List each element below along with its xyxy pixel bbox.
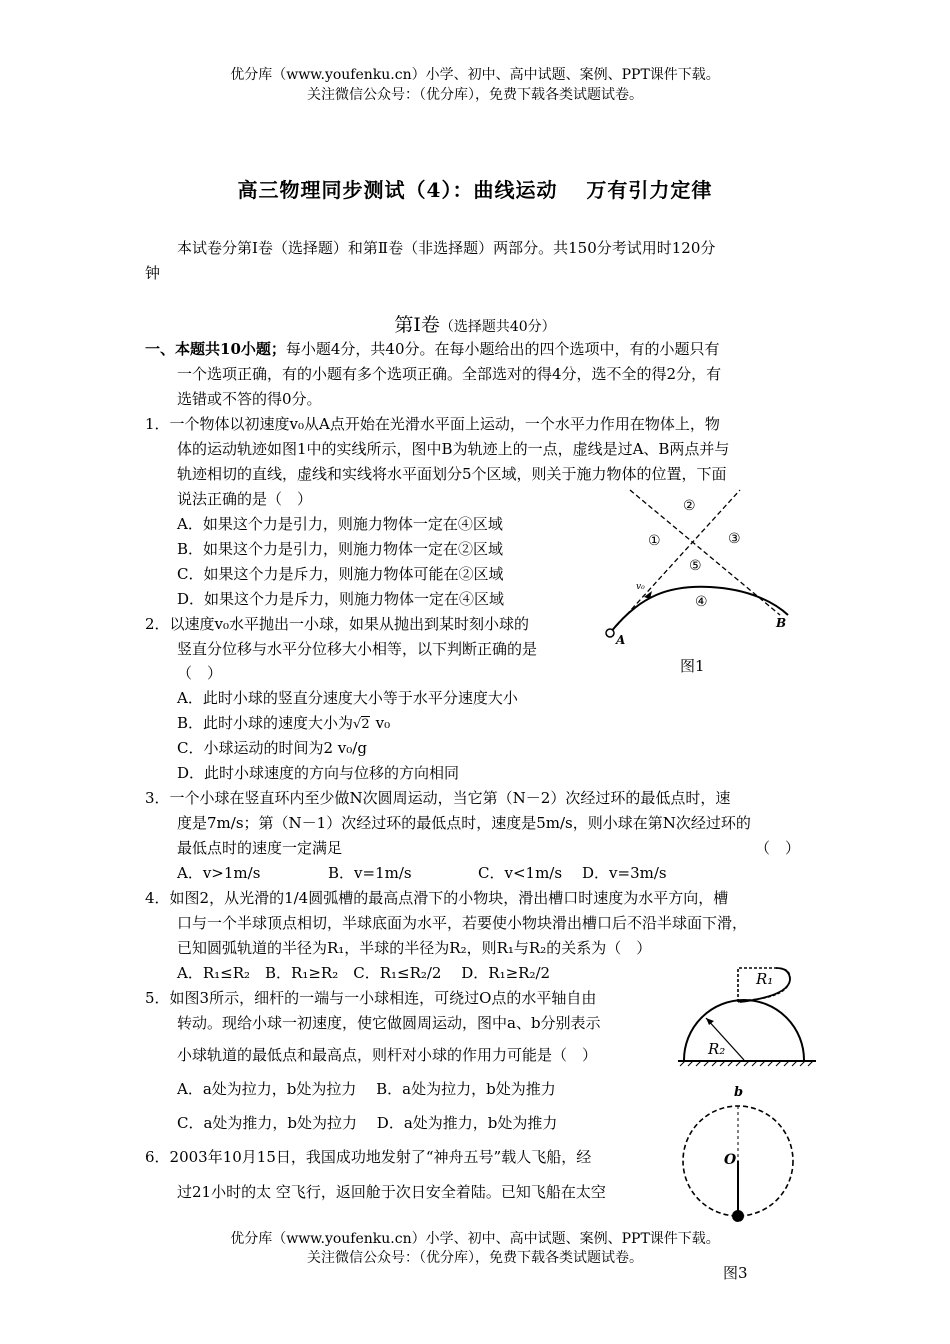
q1-option-c: C．如果这个力是斥力，则施力物体可能在②区域 bbox=[177, 565, 504, 583]
q4-line-1: 4．如图2，从光滑的1/4圆弧槽的最高点滑下的小物块，滑出槽口时速度为水平方向，槽 bbox=[145, 889, 729, 907]
q4-line-2: 口与一个半球顶点相切，半球底面为水平，若要使小物块滑出槽口后不沿半球面下滑， bbox=[177, 914, 748, 932]
q2-line-3: （ ） bbox=[177, 664, 223, 682]
fig1-v0-label: v₀ bbox=[636, 582, 645, 592]
q5-options-cd: C．a处为推力，b处为拉力 D．a处为推力，b处为推力 bbox=[177, 1114, 558, 1132]
q1-line-2: 体的运动轨迹如图1中的实线所示，图中B为轨迹上的一点，虚线是过A、B两点并与 bbox=[177, 440, 730, 458]
fig2-r1-label: R₁ bbox=[756, 970, 774, 988]
fig3-a-label: a bbox=[735, 1217, 743, 1231]
q6-line-2: 过21小时的太 空飞行，返回舱于次日安全着陆。已知飞船在太空 bbox=[177, 1183, 606, 1201]
figure-3 bbox=[680, 1080, 800, 1230]
q3-line-2: 度是7m/s；第（N－1）次经过环的最低点时，速度是5m/s，则小球在第N次经过环的 bbox=[177, 814, 751, 832]
q2-option-a: A．此时小球的竖直分速度大小等于水平分速度大小 bbox=[177, 689, 518, 707]
intro-line-2: 钟 bbox=[145, 264, 161, 282]
sqrt-radicand: 2 bbox=[361, 717, 370, 732]
q2-line-2: 竖直分位移与水平分位移大小相等，以下判断正确的是 bbox=[177, 640, 538, 658]
q2-option-c: C．小球运动的时间为2 v₀/g bbox=[177, 739, 367, 757]
section1-lead: 一、本题共10小题； bbox=[145, 340, 286, 358]
header-line-2: 关注微信公众号：（优分库），免费下载各类试题试卷。 bbox=[307, 87, 643, 103]
q1-line-3: 轨迹相切的直线，虚线和实线将水平面划分5个区域，则关于施力物体的位置，下面 bbox=[177, 465, 727, 483]
section1-line-1 bbox=[145, 337, 720, 361]
q1-option-d: D．如果这个力是斥力，则施力物体一定在④区域 bbox=[177, 590, 505, 608]
q4-options: A．R₁≤R₂ B．R₁≥R₂ C．R₁≤R₂/2 D．R₁≥R₂/2 bbox=[177, 964, 551, 982]
q1-option-a: A．如果这个力是引力，则施力物体一定在④区域 bbox=[177, 515, 503, 533]
fig1-caption: 图1 bbox=[680, 657, 705, 675]
q3-line-1: 3．一个小球在竖直环内至少做N次圆周运动，当它第（N－2）次经过环的最低点时，速 bbox=[145, 789, 731, 807]
fig1-region-4: ④ bbox=[695, 594, 708, 610]
fig3-caption: 图3 bbox=[723, 1264, 748, 1282]
fig2-radius-arrow bbox=[706, 1018, 714, 1025]
q2-option-b-text: B．此时小球的速度大小为 bbox=[177, 714, 354, 732]
footer-line-2: 关注微信公众号：（优分库），免费下载各类试题试卷。 bbox=[307, 1250, 643, 1266]
footer-line-1: 优分库（www.youfenku.cn）小学、初中、高中试题、案例、PPT课件下载。 bbox=[230, 1231, 720, 1247]
fig1-b-label: B bbox=[776, 616, 787, 630]
q2-option-b-v0: v₀ bbox=[375, 714, 391, 732]
part1-heading: 第Ⅰ卷 bbox=[394, 314, 440, 336]
fig1-region-3: ③ bbox=[728, 531, 741, 547]
q1-line-1: 1．一个物体以初速度v₀从A点开始在光滑水平面上运动，一个水平力作用在物体上，物 bbox=[145, 415, 720, 433]
part1-subheading: （选择题共40分） bbox=[439, 319, 556, 335]
q2-option-b bbox=[177, 711, 390, 737]
q1-line-4: 说法正确的是（ ） bbox=[177, 490, 313, 508]
q5-line-3: 小球轨道的最低点和最高点，则杆对小球的作用力可能是（ ） bbox=[177, 1046, 598, 1064]
q3-line-3: 最低点时的速度一定满足 bbox=[177, 839, 343, 857]
q3-option-b: B．v=1m/s bbox=[328, 864, 412, 882]
fig2-r2-label: R₂ bbox=[708, 1040, 726, 1058]
fig1-region-2: ② bbox=[683, 498, 696, 514]
sqrt-sign: √ bbox=[353, 717, 362, 732]
fig2-hemisphere bbox=[684, 1000, 804, 1060]
section1-text: 每小题4分，共40分。在每小题给出的四个选项中，有的小题只有 bbox=[285, 340, 720, 358]
q5-line-2: 转动。现给小球一初速度，使它做圆周运动，图中a、b分别表示 bbox=[177, 1014, 601, 1032]
figure-2 bbox=[678, 962, 818, 1072]
q3-option-c: C．v<1m/s bbox=[478, 864, 563, 882]
q6-line-1: 6．2003年10月15日，我国成功地发射了“神舟五号”载人飞船，经 bbox=[145, 1148, 592, 1166]
fig1-point-a bbox=[606, 629, 614, 637]
q3-option-d: D．v=3m/s bbox=[582, 864, 667, 882]
q2-line-1: 2．以速度v₀水平抛出一小球，如果从抛出到某时刻小球的 bbox=[145, 615, 530, 633]
fig1-region-5: ⑤ bbox=[689, 558, 702, 574]
fig3-o-label: O bbox=[724, 1152, 737, 1168]
section1-line-3: 选错或不答的得0分。 bbox=[177, 390, 322, 408]
q1-option-b: B．如果这个力是引力，则施力物体一定在②区域 bbox=[177, 540, 504, 558]
q5-options-ab: A．a处为拉力，b处为拉力 B．a处为拉力，b处为推力 bbox=[177, 1080, 556, 1098]
page-title: 高三物理同步测试（4）：曲线运动 万有引力定律 bbox=[237, 178, 713, 202]
part1-heading-wrap bbox=[0, 312, 950, 340]
section1-line-2: 一个选项正确，有的小题有多个选项正确。全部选对的得4分，选不全的得2分，有 bbox=[177, 365, 722, 383]
fig3-b-label: b bbox=[734, 1085, 744, 1100]
intro-line-1: 本试卷分第Ⅰ卷（选择题）和第Ⅱ卷（非选择题）两部分。共150分考试用时120分 bbox=[177, 239, 716, 257]
q4-line-3: 已知圆弧轨道的半径为R₁，半球的半径为R₂，则R₁与R₂的关系为（ ） bbox=[177, 939, 652, 957]
q3-option-a: A．v>1m/s bbox=[177, 864, 261, 882]
fig1-region-1: ① bbox=[648, 533, 661, 549]
q3-bracket: （ ） bbox=[755, 839, 801, 857]
q5-line-1: 5．如图3所示，细杆的一端与一小球相连，可绕过O点的水平轴自由 bbox=[145, 989, 597, 1007]
header-line-1: 优分库（www.youfenku.cn）小学、初中、高中试题、案例、PPT课件下载。 bbox=[230, 67, 720, 83]
q2-option-d: D．此时小球速度的方向与位移的方向相同 bbox=[177, 764, 460, 782]
figure-1 bbox=[600, 485, 800, 655]
fig1-a-label: A bbox=[616, 633, 626, 647]
